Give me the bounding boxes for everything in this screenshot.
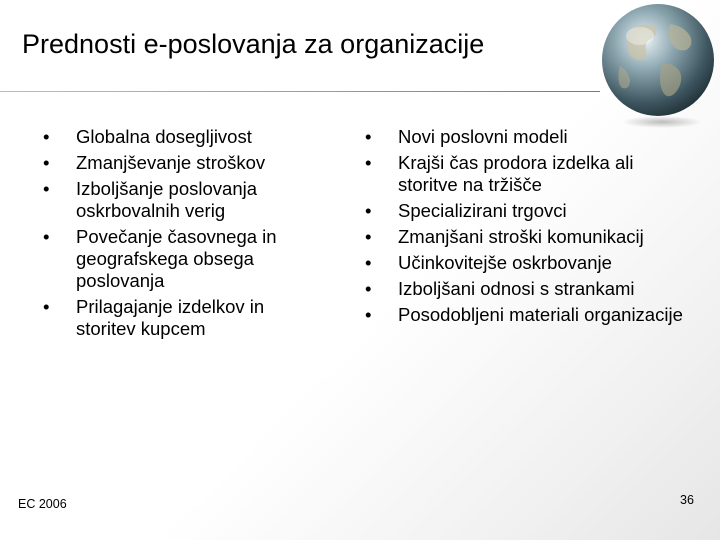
- bullet: •: [43, 126, 50, 147]
- left-bullet-list: [43, 126, 323, 344]
- bullet: •: [43, 178, 50, 199]
- bullet: •: [365, 226, 372, 247]
- bullet: •: [365, 278, 372, 299]
- list-item: [365, 226, 690, 248]
- list-item: [43, 152, 323, 174]
- list-item-text: Zmanjšani stroški komunikacij: [398, 226, 644, 247]
- right-bullet-list: [365, 126, 690, 330]
- list-item-text: Povečanje časovnega in geografskega obsega poslovanja: [76, 226, 277, 291]
- bullet: •: [43, 226, 50, 247]
- bullet: •: [43, 296, 50, 317]
- bullet: •: [43, 152, 50, 173]
- bullet: •: [365, 304, 372, 325]
- list-item: [43, 178, 323, 222]
- list-item: [365, 278, 690, 300]
- list-item: [43, 126, 323, 148]
- list-item-text: Izboljšanje poslovanja oskrbovalnih verig: [76, 178, 258, 221]
- list-item: [365, 304, 690, 326]
- list-item: [43, 226, 323, 292]
- slide-title: Prednosti e-poslovanja za organizacije: [22, 29, 485, 59]
- list-item-text: Posodobljeni materiali organizacije: [398, 304, 683, 325]
- list-item: [365, 152, 690, 196]
- list-item: [365, 252, 690, 274]
- page-number: 36: [680, 493, 694, 507]
- list-item-text: Krajši čas prodora izdelka ali storitve na tržišče: [398, 152, 634, 195]
- bullet: •: [365, 152, 372, 173]
- list-item-text: Prilagajanje izdelkov in storitev kupcem: [76, 296, 265, 339]
- title-divider: [0, 91, 600, 92]
- bullet: •: [365, 200, 372, 221]
- list-item-text: Novi poslovni modeli: [398, 126, 568, 147]
- list-item: [365, 126, 690, 148]
- list-item-text: Specializirani trgovci: [398, 200, 567, 221]
- list-item: [43, 296, 323, 340]
- bullet: •: [365, 126, 372, 147]
- bullet: •: [365, 252, 372, 273]
- list-item-text: Izboljšani odnosi s strankami: [398, 278, 635, 299]
- list-item: [365, 200, 690, 222]
- list-item-text: Globalna dosegljivost: [76, 126, 252, 147]
- footer-label: EC 2006: [18, 497, 67, 511]
- globe-icon: [592, 0, 720, 128]
- list-item-text: Učinkovitejše oskrbovanje: [398, 252, 612, 273]
- list-item-text: Zmanjševanje stroškov: [76, 152, 266, 173]
